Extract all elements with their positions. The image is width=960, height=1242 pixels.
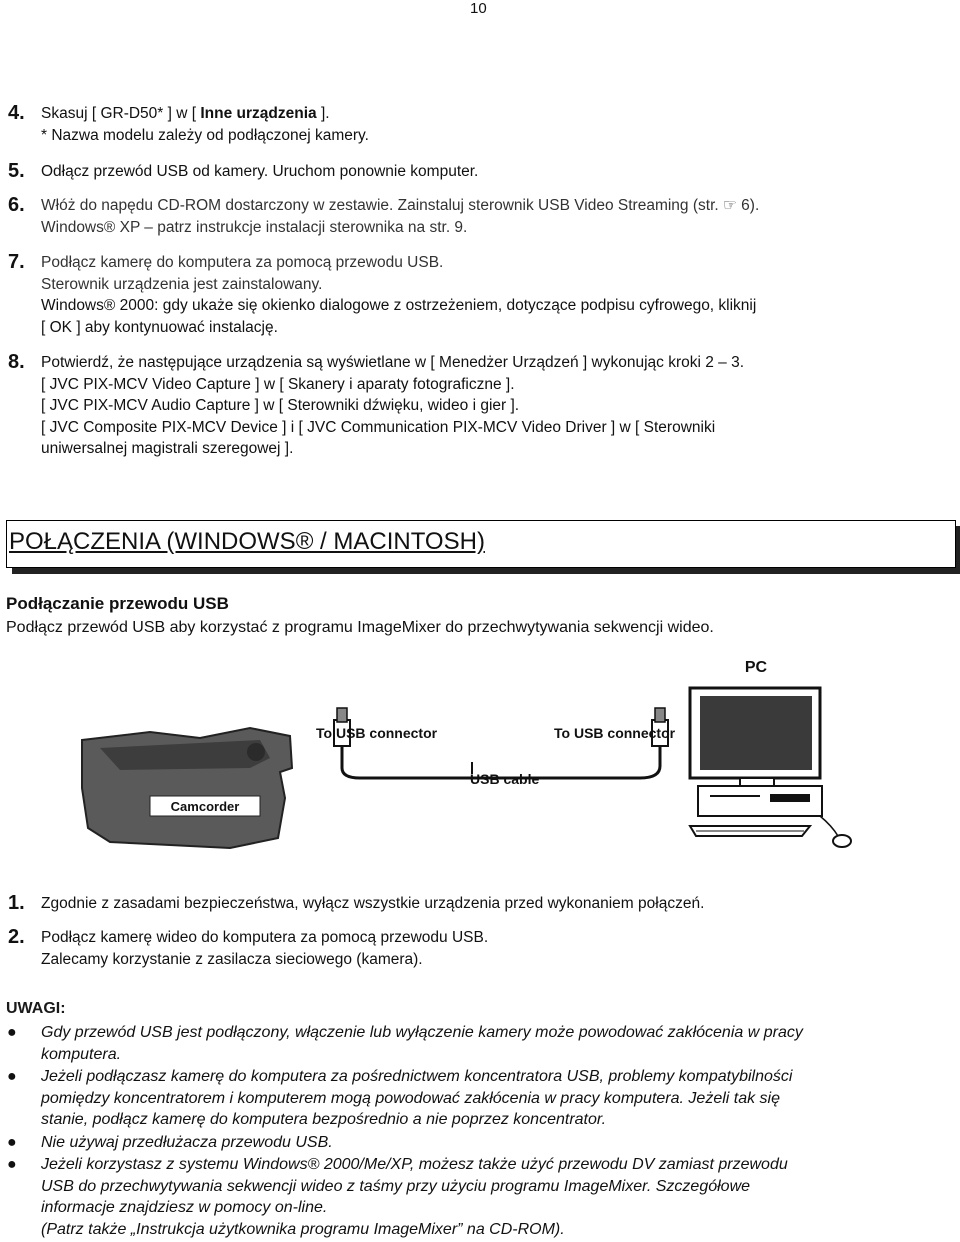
page-number: 10 bbox=[470, 0, 487, 17]
step-8 bbox=[8, 352, 948, 460]
bullet-icon: ● bbox=[7, 1068, 17, 1085]
step-number: 6. bbox=[8, 194, 25, 216]
section-heading: Podłączanie przewodu USB bbox=[6, 594, 229, 613]
step-1 bbox=[8, 893, 948, 915]
notes-list bbox=[0, 1022, 950, 1241]
note-item: ● Jeżeli korzystasz z systemu Windows® 2000/Me/XP, możesz także użyć przewodu DV zamiast przewodu USB do przechwytywania sekwencji wideo z taśmy przy użyciu programu ImageMixer. Szczegółowe informacje znajdziesz w pomocy on-line. (Patrz także „Instrukcja użytkownika programu ImageMixer” na CD-ROM). bbox=[7, 1156, 788, 1238]
step-number: 8. bbox=[8, 351, 25, 373]
step-line: Skasuj [ GR-D50* ] w [ Inne urządzenia ]. bbox=[41, 105, 330, 122]
step-line: [ JVC PIX-MCV Video Capture ] w [ Skanery i aparaty fotograficzne ]. bbox=[41, 375, 515, 393]
step-line: * Nazwa modelu zależy od podłączonej kamery. bbox=[41, 126, 369, 144]
step-7 bbox=[8, 252, 948, 338]
note-item: ● Nie używaj przedłużacza przewodu USB. bbox=[0, 1132, 950, 1154]
usb-cable bbox=[334, 708, 668, 778]
step-line: Potwierdź, że następujące urządzenia są wyświetlane w [ Menedżer Urządzeń ] wykonując kroki 2 – 3. bbox=[41, 354, 745, 371]
bullet-icon: ● bbox=[7, 1156, 17, 1173]
left-connector-label: To USB connector bbox=[316, 725, 438, 741]
step-6 bbox=[8, 195, 948, 238]
note-item: ● Gdy przewód USB jest podłączony, włączenie lub wyłączenie kamery może powodować zakłócenia w pracy komputera. bbox=[7, 1024, 803, 1063]
step-number: 1. bbox=[8, 892, 25, 914]
step-number: 5. bbox=[8, 160, 25, 182]
step-line: [ JVC Composite PIX-MCV Device ] i [ JVC Communication PIX-MCV Video Driver ] w [ Sterowniki bbox=[41, 418, 716, 436]
camcorder-illustration bbox=[82, 728, 292, 848]
pc-label: PC bbox=[744, 659, 768, 676]
step-4 bbox=[8, 103, 948, 146]
step-5 bbox=[8, 161, 948, 183]
pc-illustration bbox=[690, 659, 851, 847]
section-title-box bbox=[6, 520, 956, 568]
step-2 bbox=[8, 927, 948, 970]
step-number: 2. bbox=[8, 926, 25, 948]
camcorder-label: Camcorder bbox=[170, 799, 240, 814]
step-line: Podłącz kamerę do komputera za pomocą przewodu USB. bbox=[41, 254, 444, 271]
step-line: Windows® XP – patrz instrukcje instalacji sterownika na str. 9. bbox=[41, 218, 468, 236]
step-line: [ JVC PIX-MCV Audio Capture ] w [ Sterowniki dźwięku, wideo i gier ]. bbox=[41, 397, 520, 414]
bullet-icon: ● bbox=[7, 1133, 17, 1151]
step-line: [ OK ] aby kontynuować instalację. bbox=[41, 318, 278, 336]
step-number: 7. bbox=[8, 251, 25, 273]
step-line: Podłącz kamerę wideo do komputera za pomocą przewodu USB. bbox=[41, 929, 489, 946]
step-line: uniwersalnej magistrali szeregowej ]. bbox=[41, 440, 294, 457]
cable-label: USB cable bbox=[470, 771, 540, 787]
notes-title: UWAGI: bbox=[6, 1000, 66, 1017]
bullet-icon: ● bbox=[7, 1024, 17, 1041]
step-line: Zgodnie z zasadami bezpieczeństwa, wyłącz wszystkie urządzenia przed wykonaniem połączeń. bbox=[41, 895, 705, 912]
step-line: Odłącz przewód USB od kamery. Uruchom ponownie komputer. bbox=[41, 163, 479, 180]
right-connector-label: To USB connector bbox=[554, 725, 676, 741]
note-item: ● Jeżeli podłączasz kamerę do komputera za pośrednictwem koncentratora USB, problemy kompatybilności pomiędzy koncentratorem i komputerem mogą powodować zakłócenia w pracy komputera. Jeżeli tak się stanie, podłącz kamerę do komputera bezpośrednio a nie poprzez koncentrator. bbox=[7, 1068, 793, 1128]
step-line: Windows® 2000: gdy ukaże się okienko dialogowe z ostrzeżeniem, dotyczące podpisu cyfrowego, kliknij bbox=[41, 297, 757, 314]
step-line: Sterownik urządzenia jest zainstalowany. bbox=[41, 275, 323, 293]
step-number: 4. bbox=[8, 102, 25, 124]
step-line: Włóż do napędu CD-ROM dostarczony w zestawie. Zainstaluj sterownik USB Video Streaming (str. ☞ 6). bbox=[41, 197, 760, 214]
section-title: POŁĄCZENIA (WINDOWS® / MACINTOSH) bbox=[9, 528, 485, 555]
usb-connection-diagram bbox=[80, 648, 880, 858]
section-intro: Podłącz przewód USB aby korzystać z programu ImageMixer do przechwytywania sekwencji wideo. bbox=[6, 619, 714, 636]
step-line: Zalecamy korzystanie z zasilacza sieciowego (kamera). bbox=[41, 950, 423, 968]
